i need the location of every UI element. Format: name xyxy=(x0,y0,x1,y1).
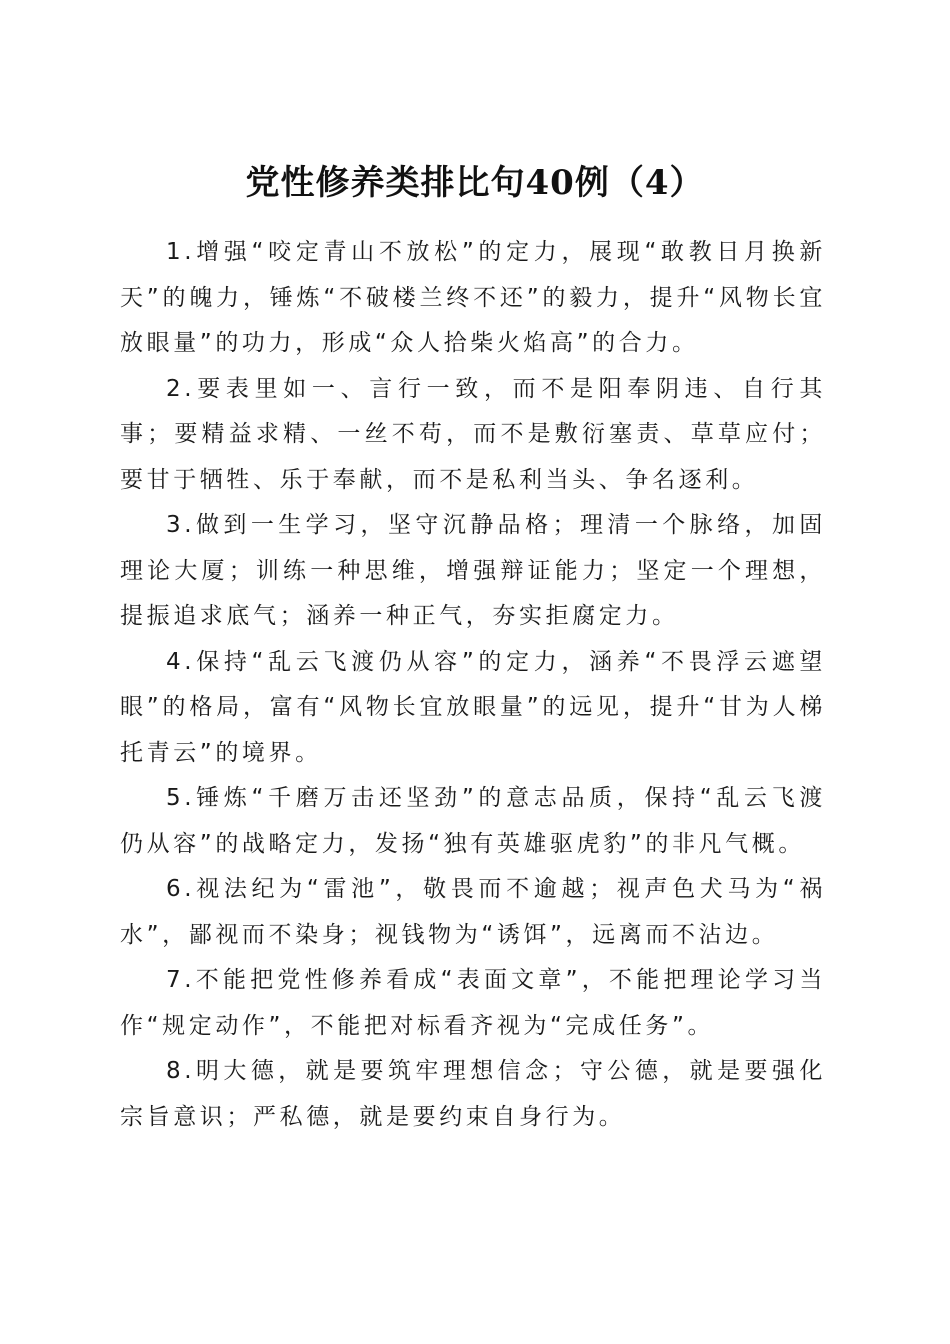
document-title: 党性修养类排比句40例（4） xyxy=(245,162,705,203)
paragraph-1: 1.增强“咬定青山不放松”的定力，展现“敢教日月换新天”的魄力，锤炼“不破楼兰终不还”的毅力，提升“风物长宜放眼量”的功力，形成“众人拾柴火焰高”的合力。 xyxy=(120,239,826,356)
document-body xyxy=(120,230,826,1140)
paragraph-5: 5.锤炼“千磨万击还坚劲”的意志品质，保持“乱云飞渡仍从容”的战略定力，发扬“独有英雄驱虎豹”的非凡气概。 xyxy=(120,785,826,857)
paragraph-7: 7.不能把党性修养看成“表面文章”，不能把理论学习当作“规定动作”，不能把对标看齐视为“完成任务”。 xyxy=(120,967,826,1039)
paragraph-6: 6.视法纪为“雷池”，敬畏而不逾越；视声色犬马为“祸水”，鄙视而不染身；视钱物为“诱饵”，远离而不沾边。 xyxy=(120,876,826,948)
paragraph-3: 3.做到一生学习，坚守沉静品格；理清一个脉络，加固理论大厦；训练一种思维，增强辩证能力；坚定一个理想，提振追求底气；涵养一种正气，夯实拒腐定力。 xyxy=(120,512,826,629)
paragraph-2: 2.要表里如一、言行一致，而不是阳奉阴违、自行其事；要精益求精、一丝不苟，而不是敷衍塞责、草草应付；要甘于牺牲、乐于奉献，而不是私利当头、争名逐利。 xyxy=(120,375,826,493)
paragraph-4: 4.保持“乱云飞渡仍从容”的定力，涵养“不畏浮云遮望眼”的格局，富有“风物长宜放眼量”的远见，提升“甘为人梯托青云”的境界。 xyxy=(120,648,826,766)
paragraph-8: 8.明大德，就是要筑牢理想信念；守公德，就是要强化宗旨意识；严私德，就是要约束自身行为。 xyxy=(120,1058,826,1130)
